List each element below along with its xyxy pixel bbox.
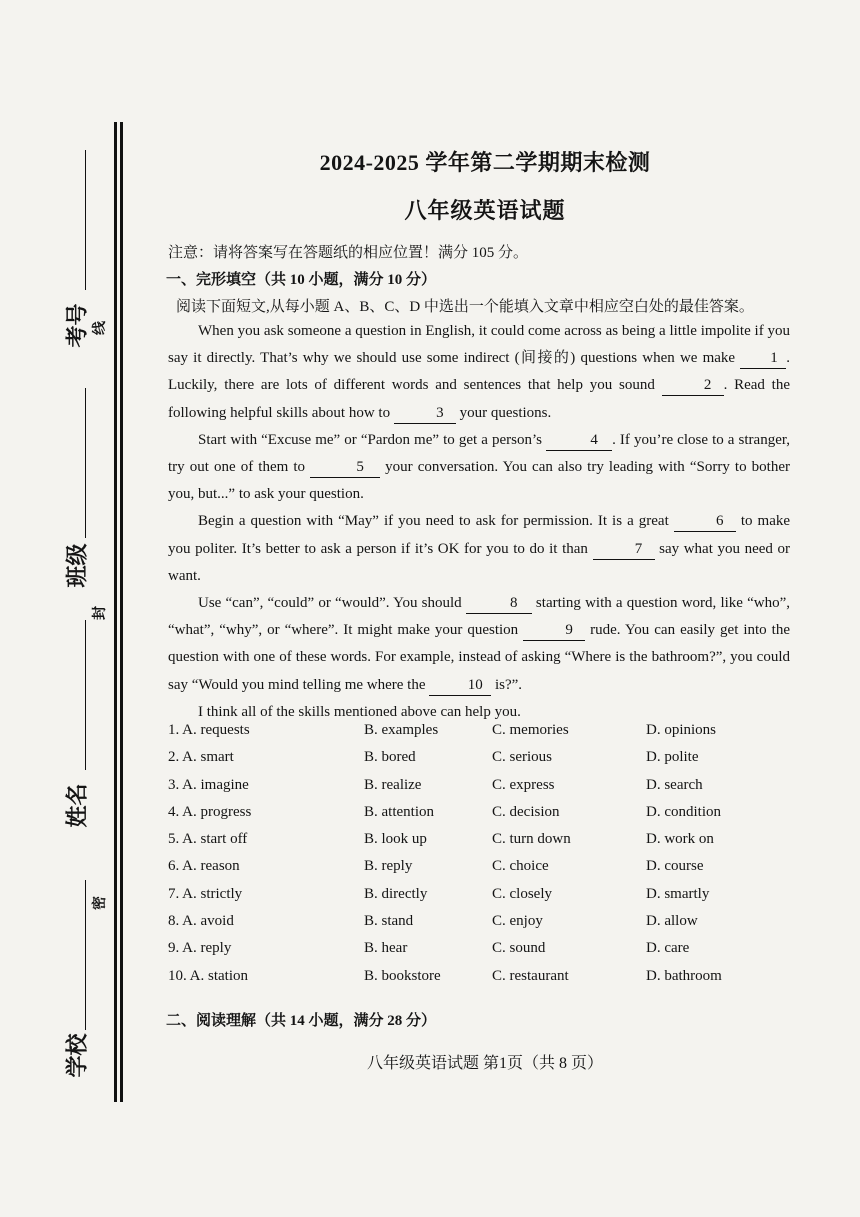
- exam-number-line: [85, 150, 86, 290]
- option-10c: C. restaurant: [492, 967, 569, 984]
- name-line: [85, 620, 86, 770]
- paragraph-3: Begin a question with “May” if you need to ask for permission. It is a great 6 to make you politer. It’s better to ask a person if it’s OK for you to do it than 7 say what you need or want.: [168, 513, 791, 584]
- option-10b: B. bookstore: [364, 967, 441, 984]
- section-2-heading: 二、阅读理解（共 14 小题，满分 28 分）: [166, 1013, 437, 1029]
- option-6a: 6. A. reason: [168, 858, 240, 875]
- option-row-9: [168, 940, 788, 967]
- blank-9: 9: [523, 620, 585, 641]
- blank-10: 10: [429, 675, 491, 696]
- option-row-7: [168, 886, 788, 913]
- option-7a: 7. A. strictly: [168, 885, 243, 902]
- blank-2: 2: [662, 375, 724, 396]
- paragraph-2: Start with “Excuse me” or “Pardon me” to get a person’s 4 . If you’re close to a stranger, try out one of them to 5 your conversation. You can also try leading with “Sorry to bother you, but...” to ask your question.: [168, 431, 791, 503]
- option-row-5: [168, 831, 788, 858]
- option-4b: B. attention: [364, 803, 434, 820]
- option-row-1: [168, 722, 788, 749]
- page-footer: 八年级英语试题 第1页（共 8 页）: [366, 1055, 603, 1072]
- option-8a: 8. A. avoid: [168, 913, 234, 930]
- option-8b: B. stand: [364, 913, 414, 930]
- option-row-8: [168, 913, 788, 940]
- paragraph-4: Use “can”, “could” or “would”. You should 8 starting with a question word, like “who”, “what”, “why”, or “where”. It might make your question 9 rude. You can easily get into the question with one of these words. For example, instead of asking “Where is the bathroom?”, you could say “Would you mind telling me where the 10 is?”.: [168, 590, 790, 699]
- cloze-passage: [168, 318, 790, 726]
- blank-7: 7: [593, 539, 655, 560]
- option-6c: C. choice: [492, 858, 549, 875]
- option-2c: C. serious: [492, 749, 552, 766]
- option-7c: C. closely: [492, 885, 552, 902]
- option-2b: B. bored: [364, 749, 416, 766]
- option-2d: D. polite: [646, 749, 699, 766]
- answer-options: [168, 722, 788, 995]
- option-row-4: [168, 804, 788, 831]
- label-name: 姓名: [64, 783, 90, 828]
- option-10a: 10. A. station: [168, 967, 249, 984]
- school-line: [85, 880, 86, 1030]
- option-1b: B. examples: [364, 722, 439, 738]
- option-row-3: [168, 777, 788, 804]
- paragraph-1: When you ask someone a question in English, it could come across as being a little impolite if you say it directly. That’s why we should use some indirect (间接的) questions when we make 1 . Luckily, there are lots of different words and sentences that help you sound 2 . Read the following helpful skills about how to 3 your questions.: [168, 318, 790, 427]
- option-5c: C. turn down: [492, 831, 571, 848]
- option-4d: D. condition: [646, 803, 721, 820]
- seal-secret-mark: 密: [93, 896, 108, 910]
- exam-subtitle: 八年级英语试题: [404, 198, 566, 223]
- option-1d: D. opinions: [646, 722, 717, 738]
- option-9c: C. sound: [492, 940, 546, 957]
- option-10d: D. bathroom: [646, 967, 722, 984]
- option-6b: B. reply: [364, 858, 413, 875]
- option-9a: 9. A. reply: [168, 940, 232, 957]
- option-1c: C. memories: [492, 722, 569, 738]
- seal-line-mark: 线: [93, 321, 108, 335]
- binding-line-inner: [120, 122, 123, 1102]
- option-3d: D. search: [646, 776, 703, 793]
- option-7d: D. smartly: [646, 885, 710, 902]
- seal-seal-mark: 封: [93, 606, 108, 620]
- option-3b: B. realize: [364, 776, 422, 793]
- label-exam-number: 考号: [64, 303, 90, 348]
- option-9b: B. hear: [364, 940, 408, 957]
- option-3a: 3. A. imagine: [168, 776, 249, 793]
- section-1-heading: 一、完形填空（共 10 小题，满分 10 分）: [166, 272, 437, 288]
- option-8c: C. enjoy: [492, 913, 543, 930]
- option-9d: D. care: [646, 940, 690, 957]
- option-6d: D. course: [646, 858, 704, 875]
- section-1-instruction: 阅读下面短文,从每小题 A、B、C、D 中选出一个能填入文章中相应空白处的最佳答案。: [176, 299, 754, 315]
- option-7b: B. directly: [364, 885, 428, 902]
- binding-line-outer: [114, 122, 117, 1102]
- label-school: 学校: [64, 1033, 90, 1078]
- option-1a: 1. A. requests: [168, 722, 250, 738]
- blank-4: 4: [546, 430, 612, 451]
- option-5a: 5. A. start off: [168, 831, 248, 848]
- option-5b: B. look up: [364, 831, 427, 848]
- notice-text: 注意：请将答案写在答题纸的相应位置！满分 105 分。: [168, 245, 529, 261]
- class-line: [85, 388, 86, 538]
- blank-1: 1: [740, 348, 786, 369]
- blank-6: 6: [674, 511, 736, 532]
- option-8d: D. allow: [646, 913, 698, 930]
- exam-title: 2024-2025 学年第二学期期末检测: [319, 150, 651, 175]
- option-2a: 2. A. smart: [168, 749, 234, 766]
- blank-5: 5: [310, 457, 380, 478]
- paragraph-5: I think all of the skills mentioned above can help you.: [198, 703, 521, 720]
- label-class: 班级: [64, 543, 90, 588]
- option-4c: C. decision: [492, 803, 560, 820]
- option-row-10: [168, 968, 788, 995]
- option-4a: 4. A. progress: [168, 803, 252, 820]
- option-5d: D. work on: [646, 831, 714, 848]
- option-row-2: [168, 749, 788, 776]
- option-row-6: [168, 858, 788, 885]
- blank-8: 8: [466, 593, 532, 614]
- option-3c: C. express: [492, 776, 555, 793]
- blank-3: 3: [394, 403, 456, 424]
